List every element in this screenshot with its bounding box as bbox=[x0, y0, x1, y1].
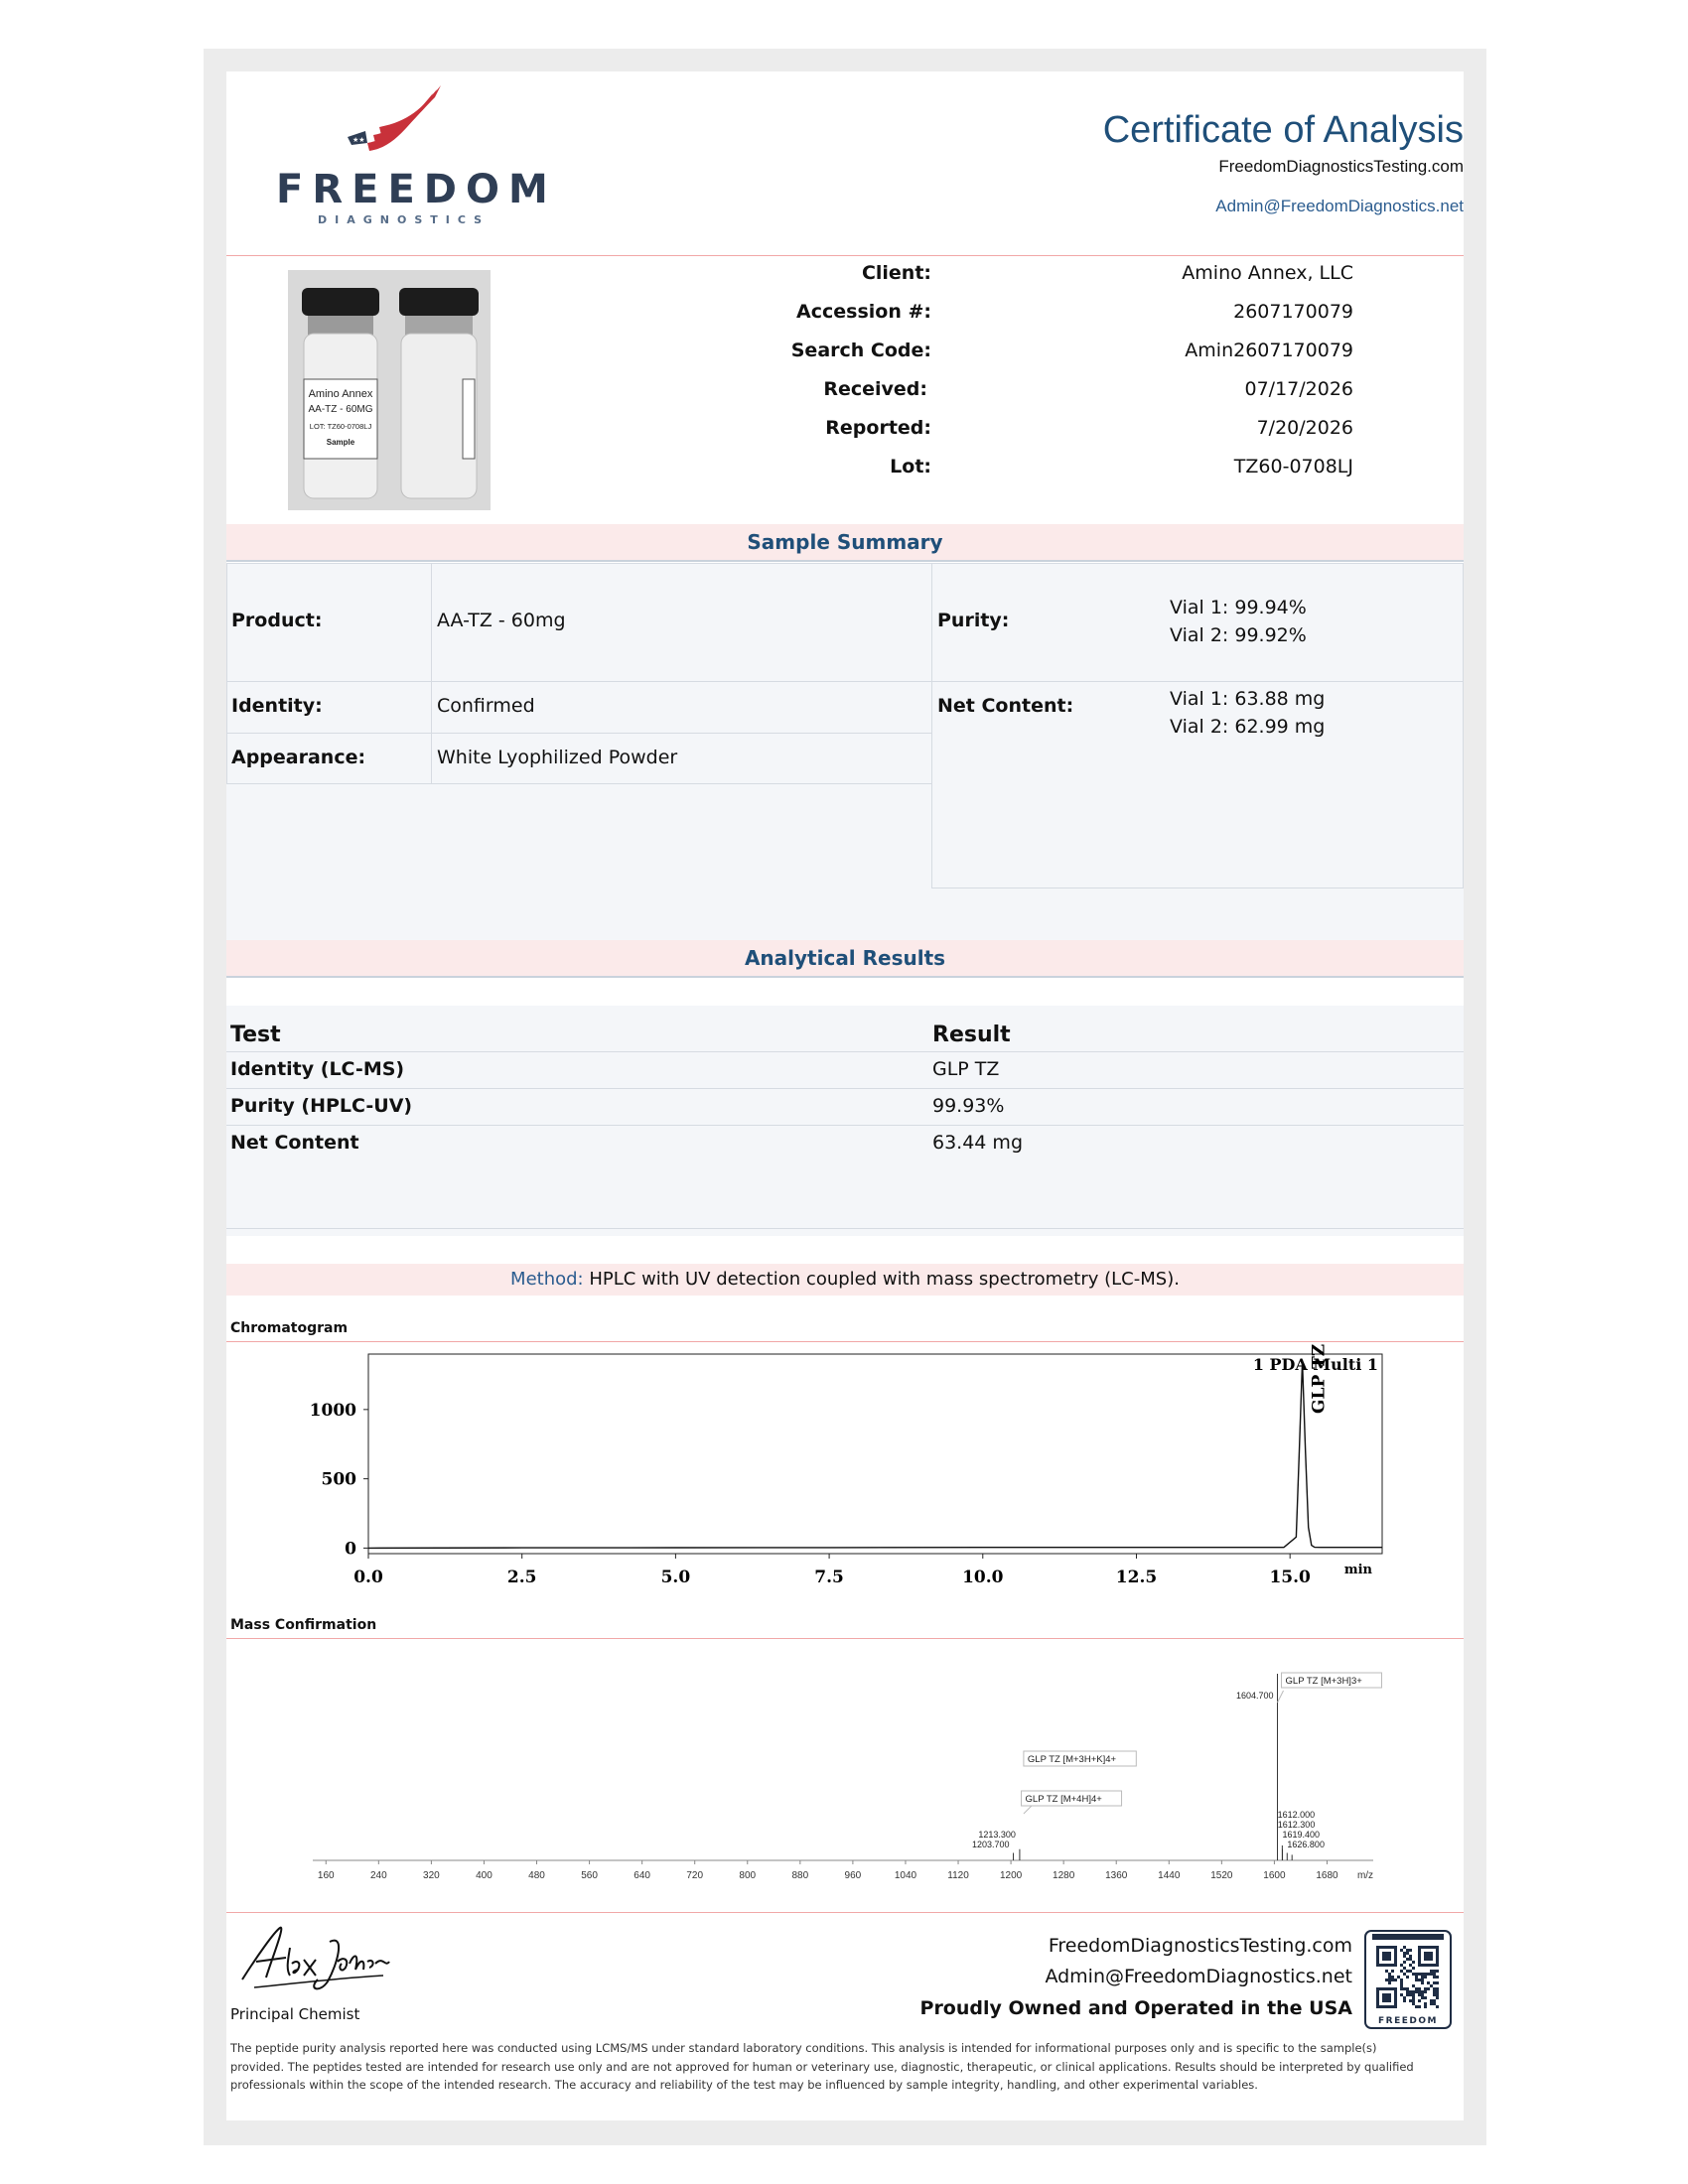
net-content-label: Net Content: bbox=[937, 695, 1074, 717]
signature-image bbox=[234, 1918, 393, 1999]
x-tick-label: 1440 bbox=[1158, 1870, 1181, 1881]
results-row-test: Identity (LC-MS) bbox=[230, 1058, 405, 1080]
lot-label: Lot: bbox=[890, 456, 931, 478]
annotation-label: GLP TZ [M+4H]4+ bbox=[1025, 1794, 1102, 1805]
results-col-test: Test bbox=[230, 1023, 281, 1047]
qr-module bbox=[1418, 1979, 1421, 1981]
sample-summary-header bbox=[226, 524, 1464, 562]
x-tick-label: 720 bbox=[686, 1870, 704, 1881]
qr-module bbox=[1400, 1984, 1403, 1987]
annotation-label: GLP TZ [M+3H]3+ bbox=[1285, 1676, 1362, 1687]
peak-value-label: 1619.400 bbox=[1282, 1830, 1321, 1840]
qr-module bbox=[1388, 1976, 1391, 1979]
y-tick-label: 500 bbox=[321, 1469, 356, 1490]
vial-photo bbox=[288, 270, 491, 510]
qr-module bbox=[1421, 1981, 1424, 1984]
qr-module bbox=[1418, 1973, 1421, 1976]
qr-module bbox=[1409, 1999, 1412, 2002]
results-col-result: Result bbox=[932, 1023, 1011, 1047]
purity-vial-1: Vial 1: 99.94% bbox=[1170, 597, 1307, 618]
qr-module bbox=[1421, 1976, 1424, 1979]
qr-module bbox=[1421, 1993, 1424, 1996]
flag-wing-logo-icon bbox=[338, 85, 447, 165]
client-value: Amino Annex, LLC bbox=[1182, 262, 1353, 284]
qr-module bbox=[1406, 1976, 1409, 1979]
qr-module bbox=[1409, 1993, 1412, 1996]
search-code-value: Amin2607170079 bbox=[1185, 340, 1353, 361]
qr-module bbox=[1427, 1973, 1430, 1976]
chromatogram-trace bbox=[368, 1361, 1382, 1548]
qr-module bbox=[1394, 1979, 1397, 1981]
qr-module bbox=[1403, 1999, 1406, 2002]
x-tick-label: 960 bbox=[844, 1870, 862, 1881]
qr-module bbox=[1403, 1973, 1406, 1976]
qr-module bbox=[1421, 1990, 1424, 1993]
qr-module bbox=[1409, 1955, 1412, 1958]
qr-finder-core bbox=[1424, 1952, 1433, 1961]
qr-module bbox=[1400, 1993, 1403, 1996]
mass-confirmation-title: Mass Confirmation bbox=[230, 1617, 377, 1633]
identity-value: Confirmed bbox=[437, 695, 535, 717]
qr-code-icon[interactable] bbox=[1364, 1930, 1452, 2029]
x-tick-label: 1600 bbox=[1263, 1870, 1286, 1881]
qr-module bbox=[1406, 1970, 1409, 1973]
accession-value: 2607170079 bbox=[1233, 301, 1353, 323]
qr-module bbox=[1403, 1987, 1406, 1990]
vial-label-line-1: Amino Annex bbox=[308, 388, 373, 400]
svg-text:★★: ★★ bbox=[352, 136, 365, 144]
qr-module bbox=[1409, 1964, 1412, 1967]
results-table bbox=[226, 1006, 1464, 1236]
qr-module bbox=[1415, 1973, 1418, 1976]
qr-module bbox=[1397, 1976, 1400, 1979]
analytical-results-title: Analytical Results bbox=[744, 946, 946, 970]
qr-module bbox=[1430, 2002, 1433, 2005]
qr-module bbox=[1406, 1993, 1409, 1996]
qr-module bbox=[1391, 1970, 1394, 1973]
qr-module bbox=[1433, 1999, 1436, 2002]
qr-module bbox=[1406, 1990, 1409, 1993]
qr-module bbox=[1433, 1981, 1436, 1984]
disclaimer-text: The peptide purity analysis reported here was conducted using LCMS/MS under standard laboratory conditions. This analysis is intended for informational purposes only and is specific to the sample(s) provided. The peptides tested are intended for research use only and are not approved for human or veterinary use, diagnostic, therapeutic, or clinical applications. Results should be interpreted by qualified professionals within the scope of the intended research. The accuracy and reliability of the test may be influenced by sample integrity, handling, and other experimental variables. bbox=[230, 2041, 1414, 2092]
qr-module bbox=[1406, 1958, 1409, 1961]
annotation-leader bbox=[1024, 1806, 1032, 1814]
mass-spectrum-chart bbox=[226, 1639, 1464, 1957]
results-row-divider bbox=[226, 1125, 1464, 1126]
x-tick-label: 640 bbox=[633, 1870, 650, 1881]
qr-module bbox=[1385, 1979, 1388, 1981]
results-row-test: Net Content bbox=[230, 1132, 359, 1154]
x-tick-label: 1120 bbox=[947, 1870, 969, 1881]
x-tick-label: 12.5 bbox=[1115, 1568, 1158, 1587]
qr-module bbox=[1412, 1984, 1415, 1987]
reported-value: 7/20/2026 bbox=[1256, 417, 1353, 439]
accession-label: Accession #: bbox=[796, 301, 931, 323]
brand-name: FREEDOM bbox=[276, 167, 557, 212]
qr-module bbox=[1412, 1967, 1415, 1970]
qr-module bbox=[1388, 1979, 1391, 1981]
qr-module bbox=[1427, 1981, 1430, 1984]
results-row-result: 99.93% bbox=[932, 1095, 1005, 1117]
qr-module bbox=[1409, 1958, 1412, 1961]
x-tick-label: 15.0 bbox=[1269, 1568, 1311, 1587]
qr-module bbox=[1412, 2002, 1415, 2005]
x-tick-label: 2.5 bbox=[506, 1568, 537, 1587]
x-tick-label: 480 bbox=[528, 1870, 545, 1881]
qr-module bbox=[1430, 1999, 1433, 2002]
qr-module bbox=[1403, 1961, 1406, 1964]
qr-module bbox=[1418, 2005, 1421, 2008]
qr-module bbox=[1424, 2005, 1427, 2008]
qr-module bbox=[1424, 2002, 1427, 2005]
analytical-results-header bbox=[226, 940, 1464, 978]
results-row-divider bbox=[226, 1051, 1464, 1052]
qr-module bbox=[1409, 1990, 1412, 1993]
qr-module bbox=[1403, 1996, 1406, 1999]
qr-module bbox=[1433, 1987, 1436, 1990]
method-bar bbox=[226, 1264, 1464, 1296]
peak-value-label: 1203.700 bbox=[971, 1840, 1010, 1849]
y-tick-label: 1000 bbox=[309, 1400, 356, 1421]
received-value: 07/17/2026 bbox=[1244, 378, 1353, 400]
qr-module bbox=[1418, 1990, 1421, 1993]
x-tick-label: 800 bbox=[739, 1870, 757, 1881]
qr-module bbox=[1424, 1973, 1427, 1976]
signer-title: Principal Chemist bbox=[230, 2005, 360, 2023]
x-axis-unit: m/z bbox=[1356, 1870, 1374, 1881]
qr-module bbox=[1415, 1990, 1418, 1993]
x-tick-label: 400 bbox=[476, 1870, 492, 1881]
qr-module bbox=[1418, 1987, 1421, 1990]
vial-label-line-2: AA-TZ - 60MG bbox=[308, 404, 373, 415]
x-axis-unit: min bbox=[1343, 1563, 1372, 1577]
wing-stripe bbox=[379, 85, 441, 135]
appearance-label: Appearance: bbox=[231, 747, 366, 768]
x-tick-label: 1520 bbox=[1210, 1870, 1233, 1881]
qr-module bbox=[1406, 1949, 1409, 1952]
qr-module bbox=[1388, 1973, 1391, 1976]
qr-module bbox=[1415, 1987, 1418, 1990]
qr-module bbox=[1400, 1979, 1403, 1981]
qr-module bbox=[1403, 1946, 1406, 1949]
qr-module bbox=[1436, 1981, 1439, 1984]
vial-label-line-4: Sample bbox=[326, 438, 355, 447]
qr-module bbox=[1418, 1993, 1421, 1996]
qr-module bbox=[1406, 1987, 1409, 1990]
x-tick-label: 1680 bbox=[1316, 1870, 1338, 1881]
qr-module bbox=[1400, 1970, 1403, 1973]
qr-module bbox=[1436, 1976, 1439, 1979]
peak-value-label: 1612.300 bbox=[1277, 1820, 1316, 1830]
qr-module bbox=[1433, 1990, 1436, 1993]
page-title: Certificate of Analysis bbox=[1102, 109, 1464, 151]
qr-finder-core bbox=[1382, 1952, 1391, 1961]
qr-module bbox=[1412, 1996, 1415, 1999]
peak-value-label: 1213.300 bbox=[978, 1830, 1016, 1840]
wing-stripe bbox=[373, 89, 437, 143]
received-label: Received: bbox=[823, 378, 927, 400]
qr-module bbox=[1436, 1990, 1439, 1993]
peak-value-label: 1626.800 bbox=[1287, 1840, 1325, 1849]
x-tick-label: 10.0 bbox=[962, 1568, 1004, 1587]
qr-module bbox=[1424, 1996, 1427, 1999]
results-bottom-rule bbox=[226, 1228, 1464, 1229]
vial-label-line-3: LOT: TZ60-0708LJ bbox=[309, 422, 372, 431]
x-tick-label: 5.0 bbox=[660, 1568, 691, 1587]
product-label: Product: bbox=[231, 610, 323, 631]
x-tick-label: 1040 bbox=[894, 1870, 917, 1881]
qr-module bbox=[1430, 1973, 1433, 1976]
peak-label: GLP TZ bbox=[1309, 1343, 1330, 1414]
x-tick-label: 880 bbox=[791, 1870, 809, 1881]
qr-module bbox=[1430, 1984, 1433, 1987]
x-tick-label: 1200 bbox=[999, 1870, 1023, 1881]
results-row-result: 63.44 mg bbox=[932, 1132, 1024, 1154]
qr-module bbox=[1388, 1981, 1391, 1984]
qr-module bbox=[1436, 1993, 1439, 1996]
x-tick-label: 1360 bbox=[1105, 1870, 1128, 1881]
qr-module bbox=[1433, 1976, 1436, 1979]
x-tick-label: 560 bbox=[581, 1870, 598, 1881]
chromatogram-plot-frame bbox=[368, 1354, 1382, 1554]
qr-module bbox=[1403, 1952, 1406, 1955]
qr-module bbox=[1400, 1949, 1403, 1952]
brand-subtitle: DIAGNOSTICS bbox=[318, 213, 491, 226]
header-divider bbox=[226, 255, 1464, 256]
results-row-divider bbox=[226, 1088, 1464, 1089]
qr-module bbox=[1433, 2002, 1436, 2005]
qr-module bbox=[1436, 1987, 1439, 1990]
qr-module bbox=[1412, 1973, 1415, 1976]
qr-module bbox=[1400, 1987, 1403, 1990]
header-website[interactable]: FreedomDiagnosticsTesting.com bbox=[1218, 157, 1464, 176]
qr-module bbox=[1436, 1970, 1439, 1973]
x-tick-label: 240 bbox=[369, 1870, 387, 1881]
qr-module bbox=[1391, 1976, 1394, 1979]
qr-caption: FREEDOM bbox=[1378, 2016, 1438, 2026]
x-tick-label: 0.0 bbox=[353, 1568, 383, 1587]
qr-module bbox=[1436, 1996, 1439, 1999]
qr-module bbox=[1433, 1973, 1436, 1976]
qr-module bbox=[1400, 1964, 1403, 1967]
client-label: Client: bbox=[861, 262, 931, 284]
x-tick-label: 7.5 bbox=[814, 1568, 844, 1587]
qr-module bbox=[1418, 1999, 1421, 2002]
purity-cell bbox=[931, 563, 1464, 682]
search-code-label: Search Code: bbox=[790, 340, 931, 361]
x-tick-label: 160 bbox=[317, 1870, 335, 1881]
qr-module bbox=[1421, 1973, 1424, 1976]
annotation-label: GLP TZ [M+3H+K]4+ bbox=[1027, 1754, 1117, 1765]
qr-module bbox=[1427, 1987, 1430, 1990]
qr-module bbox=[1412, 1993, 1415, 1996]
header-email[interactable]: Admin@FreedomDiagnostics.net bbox=[1215, 197, 1464, 215]
footer-divider bbox=[226, 1912, 1464, 1913]
purity-vial-2: Vial 2: 99.92% bbox=[1170, 624, 1307, 646]
qr-module bbox=[1406, 1952, 1409, 1955]
peak-value-label: 1604.700 bbox=[1235, 1691, 1274, 1701]
y-tick-label: 0 bbox=[345, 1539, 356, 1560]
qr-module bbox=[1430, 1970, 1433, 1973]
purity-label: Purity: bbox=[937, 610, 1010, 631]
method-text: HPLC with UV detection coupled with mass spectrometry (LC-MS). bbox=[589, 1269, 1180, 1290]
qr-module bbox=[1424, 1987, 1427, 1990]
channel-label: 1 PDA Multi 1 bbox=[1252, 1355, 1378, 1374]
net-content-vial-2: Vial 2: 62.99 mg bbox=[1170, 716, 1326, 738]
qr-module bbox=[1412, 1999, 1415, 2002]
qr-module bbox=[1421, 1979, 1424, 1981]
qr-module bbox=[1415, 2005, 1418, 2008]
annotation-leader bbox=[1278, 1691, 1284, 1703]
qr-module bbox=[1403, 1967, 1406, 1970]
qr-module bbox=[1433, 1970, 1436, 1973]
qr-module bbox=[1424, 1990, 1427, 1993]
results-row-test: Purity (HPLC-UV) bbox=[230, 1095, 413, 1117]
qr-module bbox=[1415, 1976, 1418, 1979]
lot-value: TZ60-0708LJ bbox=[1233, 456, 1353, 478]
footer-tagline: Proudly Owned and Operated in the USA bbox=[919, 1997, 1352, 2019]
certificate-page bbox=[226, 71, 1464, 2120]
qr-module bbox=[1412, 1990, 1415, 1993]
qr-module bbox=[1385, 1970, 1388, 1973]
net-content-vial-1: Vial 1: 63.88 mg bbox=[1170, 688, 1326, 710]
sample-summary-title: Sample Summary bbox=[747, 530, 943, 554]
chromatogram-title: Chromatogram bbox=[230, 1320, 349, 1336]
qr-module bbox=[1409, 1949, 1412, 1952]
qr-module bbox=[1400, 1981, 1403, 1984]
qr-module bbox=[1433, 1993, 1436, 1996]
qr-module bbox=[1424, 1976, 1427, 1979]
qr-module bbox=[1412, 1961, 1415, 1964]
sample-summary-table bbox=[226, 563, 1464, 978]
method-label: Method: bbox=[510, 1269, 584, 1290]
appearance-value: White Lyophilized Powder bbox=[437, 747, 678, 768]
footer-website[interactable]: FreedomDiagnosticsTesting.com bbox=[1048, 1935, 1352, 1957]
footer-email[interactable]: Admin@FreedomDiagnostics.net bbox=[1045, 1966, 1352, 1987]
qr-module bbox=[1391, 1979, 1394, 1981]
qr-module bbox=[1409, 1970, 1412, 1973]
qr-module bbox=[1415, 1979, 1418, 1981]
identity-label: Identity: bbox=[231, 695, 323, 717]
chromatogram-chart bbox=[226, 1342, 1464, 1600]
product-value: AA-TZ - 60mg bbox=[437, 610, 566, 631]
results-row-result: GLP TZ bbox=[932, 1058, 1000, 1080]
reported-label: Reported: bbox=[825, 417, 931, 439]
x-tick-label: 320 bbox=[423, 1870, 440, 1881]
peak-value-label: 1612.000 bbox=[1277, 1810, 1316, 1820]
qr-module bbox=[1421, 1996, 1424, 1999]
qr-module bbox=[1403, 1955, 1406, 1958]
qr-module bbox=[1436, 2005, 1439, 2008]
x-tick-label: 1280 bbox=[1053, 1870, 1075, 1881]
qr-finder-core bbox=[1382, 1993, 1391, 2002]
